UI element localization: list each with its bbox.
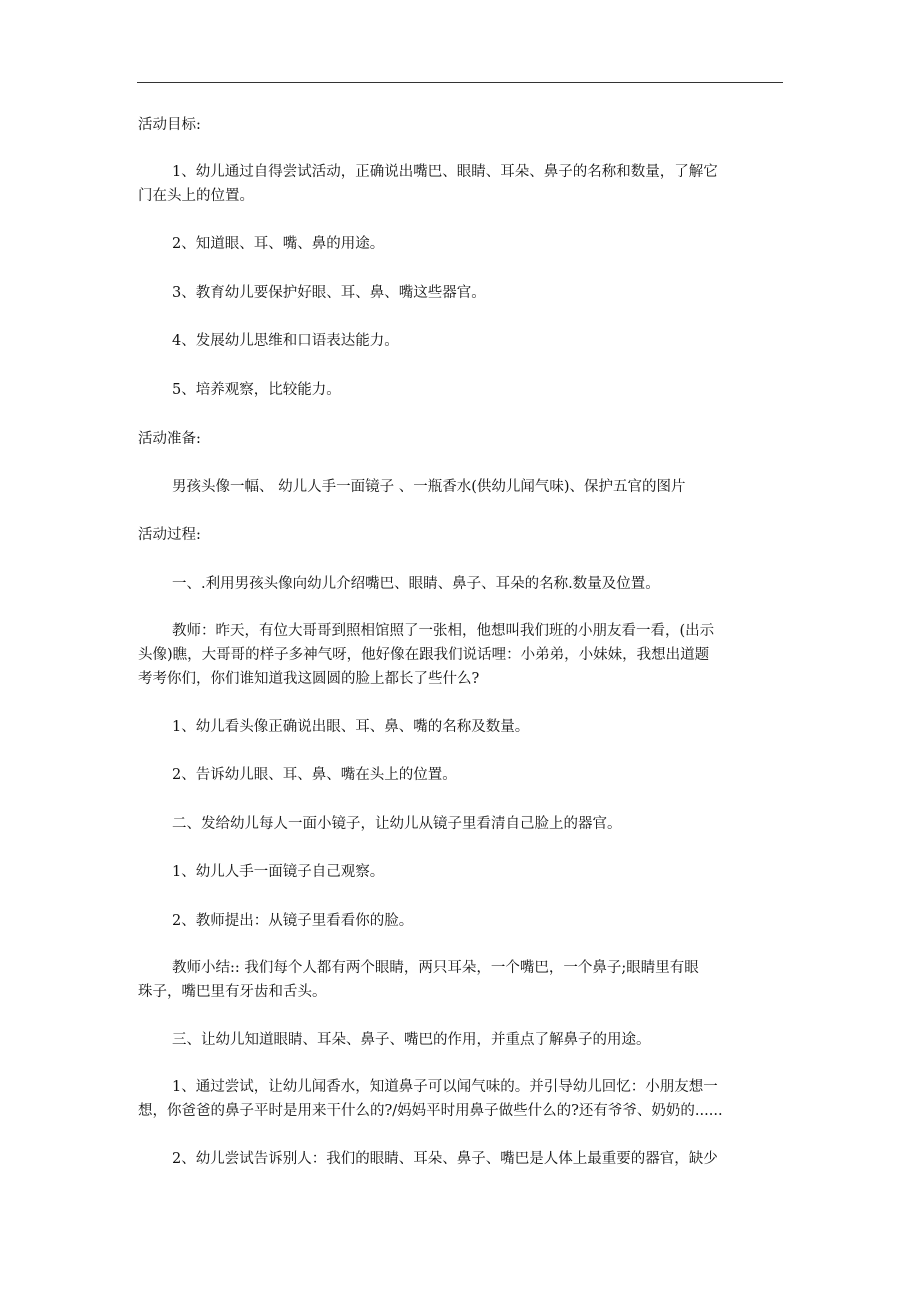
prep-text: 男孩头像一幅、 幼儿人手一面镜子 、一瓶香水(供幼儿闻气味)、保护五官的图片 [172,479,686,495]
goal-2: 2、知道眼、耳、嘴、鼻的用途。 [172,236,385,252]
teacher-dialogue-line-2: 头像)瞧，大哥哥的样子多神气呀，他好像在跟我们说话哩：小弟弟，小妹妹，我想出道题 [138,647,710,663]
goal-3: 3、教育幼儿要保护好眼、耳、鼻、嘴这些器官。 [172,285,486,301]
step-1-sub-1: 1、幼儿看头像正确说出眼、耳、鼻、嘴的名称及数量。 [172,719,530,735]
heading-goals: 活动目标: [138,117,201,133]
step-2: 二、发给幼儿每人一面小镜子，让幼儿从镜子里看清自己脸上的器官。 [172,816,622,832]
step-3-sub-1 [138,1075,788,1123]
teacher-summary-line-1: 教师小结:: 我们每个人都有两个眼睛，两只耳朵，一个嘴巴，一个鼻子;眼睛里有眼 [172,960,699,976]
goal-1-line-1: 1、幼儿通过自得尝试活动，正确说出嘴巴、眼睛、耳朵、鼻子的名称和数量，了解它 [172,164,718,180]
step-1-sub-2: 2、告诉幼儿眼、耳、鼻、嘴在头上的位置。 [172,767,457,783]
teacher-dialogue [138,619,788,691]
goal-1-line-2: 门在头上的位置。 [138,188,254,204]
goal-5: 5、培养观察，比较能力。 [172,382,341,398]
step-1: 一、.利用男孩头像向幼儿介绍嘴巴、眼睛、鼻子、耳朵的名称.数量及位置。 [172,576,660,592]
header-rule [137,82,783,83]
heading-process: 活动过程: [138,527,201,543]
step-3: 三、让幼儿知道眼睛、耳朵、鼻子、嘴巴的作用，并重点了解鼻子的用途。 [172,1032,651,1048]
teacher-dialogue-line-3: 考考你们，你们谁知道我这圆圆的脸上都长了些什么? [138,671,480,687]
step-3-sub-1-line-2: 想，你爸爸的鼻子平时是用来干什么的?/妈妈平时用鼻子做些什么的?还有爷爷、奶奶的...... [138,1103,723,1119]
goal-1 [138,160,788,208]
teacher-dialogue-line-1: 教师：昨天，有位大哥哥到照相馆照了一张相，他想叫我们班的小朋友看一看，(出示 [172,623,715,639]
step-2-sub-2: 2、教师提出：从镜子里看看你的脸。 [172,913,414,929]
teacher-summary-line-2: 珠子，嘴巴里有牙齿和舌头。 [138,984,327,1000]
goal-4: 4、发展幼儿思维和口语表达能力。 [172,333,399,349]
step-2-sub-1: 1、幼儿人手一面镜子自己观察。 [172,864,385,880]
heading-prep: 活动准备: [138,431,201,447]
step-3-sub-2: 2、幼儿尝试告诉别人：我们的眼睛、耳朵、鼻子、嘴巴是人体上最重要的器官，缺少 [172,1151,718,1167]
step-3-sub-1-line-1: 1、通过尝试，让幼儿闻香水，知道鼻子可以闻气味的。并引导幼儿回忆：小朋友想一 [172,1079,718,1095]
teacher-summary [138,956,788,1004]
